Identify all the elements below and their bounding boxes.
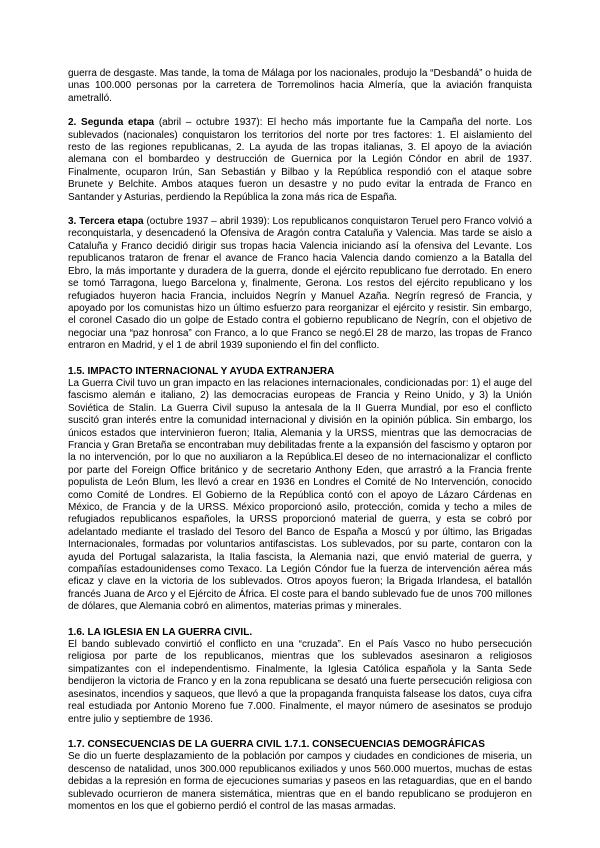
paragraph-consecuencias-demograficas: Se dio un fuerte desplazamiento de la población por campos y ciudades en condiciones de miseria, un descenso de natalidad, unos 300.000 republicanos exiliados y unos 560.000 muertos, muchas de estas debidas a la represión en forma de ejecuciones sumarias y paseos en las retaguardias, que en el bando sublevado ocurrieron de manera sistemática, mientras que en el bando republicano se produjeron en momentos en los que el gobierno perdió el control de las masas armadas.	[68, 751, 532, 812]
segunda-etapa-title: 2. Segunda etapa	[68, 117, 155, 129]
heading-consecuencias: 1.7. CONSECUENCIAS DE LA GUERRA CIVIL 1.7.1. CONSECUENCIAS DEMOGRÁFICAS	[68, 738, 485, 750]
tercera-etapa-body: (octubre 1937 – abril 1939): Los republicanos conquistaron Teruel pero Franco volvió a reconquistarla, y desencadenó la Ofensiva de Aragón contra Cataluña y Valencia. Mas tarde se aislo a Cataluña y Franco decidió dirigir sus tropas hacia Valencia iniciando así la ofensiva del Levante. Los republicanos trataron de frenar el avance de Franco hacia Valencia dando comienzo a la Batalla del Ebro, la más importante y duradera de la guerra, donde el ejército republicano fue derrotado. En enero se tomó Tarragona, luego Barcelona y, finalmente, Gerona. Los restos del ejército republicano y los refugiados huyeron hacia Francia, incluidos Negrín y Manuel Azaña. Negrín regresó de Francia, y apoyado por los comunistas hizo un último esfuerzo para reorganizar el ejército y resistir. Sin embargo, el coronel Casado dio un golpe de Estado contra el gobierno republicano de Negrín, con el objetivo de negociar una “paz honrosa” con Franco, a lo que Franco se negó.El 28 de marzo, las tropas de Franco entraron en Madrid, y el 1 de abril 1939 suponiendo el fin del conflicto.	[68, 216, 532, 352]
paragraph-desbanda: guerra de desgaste. Mas tande, la toma de Málaga por los nacionales, produjo la “Desbandá” o huida de unas 100.000 personas por la carretera de Torremolinos hacia Almería, que la aviación franquista ametralló.	[68, 68, 532, 104]
paragraph-iglesia: El bando sublevado convirtió el conflicto en una “cruzada”. En el País Vasco no hubo persecución religiosa por parte de los republicanos, mientras que los sublevados asesinaron a religiosos simpatizantes con el independentismo. Finalmente, la Iglesia Católica española y la Santa Sede bendijeron la victoria de Franco y en la zona republicana se desató una fuerte persecución religiosa con asesinatos, incendios y saqueos, que llevó a que la propaganda franquista falsease los datos, cuya cifra real estudiada por Antonio Moreno fue 7.000. Finalmente, el mayor número de asesinatos se produjo entre julio y septiembre de 1936.	[68, 639, 532, 725]
paragraph-tercera-etapa	[68, 216, 532, 352]
segunda-etapa-body: (abril – octubre 1937): El hecho más importante fue la Campaña del norte. Los sublevados (nacionales) conquistaron los territorios del norte por tres factores: 1. El aislamiento del resto de las regiones republicanas, 2. La ayuda de las tropas italianas, 3. El apoyo de la aviación alemana con el bombardeo y destrucción de Guernica por la Legión Cóndor en abril de 1937. Finalmente, ocuparon Irún, San Sebastián y Bilbao y la República respondió con el ataque sobre Brunete y Belchite. Ambos ataques fueron un desastre y no pudo evitar la entrada de Franco en Santander y Asturias, perdiendo la República la zona más rica de España.	[68, 117, 532, 203]
tercera-etapa-title: 3. Tercera etapa	[68, 216, 144, 228]
paragraph-impacto-internacional: La Guerra Civil tuvo un gran impacto en las relaciones internacionales, condicionadas por: 1) el auge del fascismo alemán e italiano, 2) las democracias europeas de Francia y Reino Unido, y 3) la Unión Soviética de Stalin. La Guerra Civil supuso la antesala de la II Guerra Mundial, por eso el conflicto suscitó gran interés entre la comunidad internacional y división en la opinión pública. Sin embargo, los únicos estados que intervinieron fueron; Italia, Alemania y la URSS, mientras que las democracias de Francia y Gran Bretaña se encontraban muy debilitadas frente a la expansión del fascismo y optaron por la no intervención, por lo que no auxiliaron a la República.El deseo de no internacionalizar el conflicto por parte del Foreign Office británico y de secretario Anthony Eden, que arrastró a la Francia frente populista de León Blum, les llevó a crear en 1936 en Londres el Comité de No Intervención, conocido como Comité de Londres. El Gobierno de la República contó con el apoyo de Lázaro Cárdenas en México, de Francia y de la URSS. México proporcionó asilo, protección, comida y techo a miles de refugiados republicanos españoles, la URSS proporcionó material de guerra, y esta se cobró por adelantado mediante el traslado del Tesoro del Banco de España a Moscú y por último, las Brigadas Internacionales, formadas por voluntarios antifascistas. Los sublevados, por su parte, contaron con la ayuda del Portugal salazarista, la Italia fascista, la Alemania nazi, que envió material de guerra, y compañías estadounidenses como Texaco. La Legión Cóndor fue la fuerza de intervención aérea más eficaz y clave en la victoria de los sublevados. Otros apoyos fueron; la Brigada Irlandesa, el batallón francés Juana de Arco y el Ejército de África. El coste para el bando sublevado fue de unos 700 millones de dólares, que Alemania cobró en alimentos, materias primas y minerales.	[68, 377, 532, 613]
paragraph-segunda-etapa	[68, 117, 532, 204]
heading-impacto-internacional: 1.5. IMPACTO INTERNACIONAL Y AYUDA EXTRANJERA	[68, 365, 335, 377]
heading-iglesia: 1.6. LA IGLESIA EN LA GUERRA CIVIL.	[68, 626, 253, 638]
